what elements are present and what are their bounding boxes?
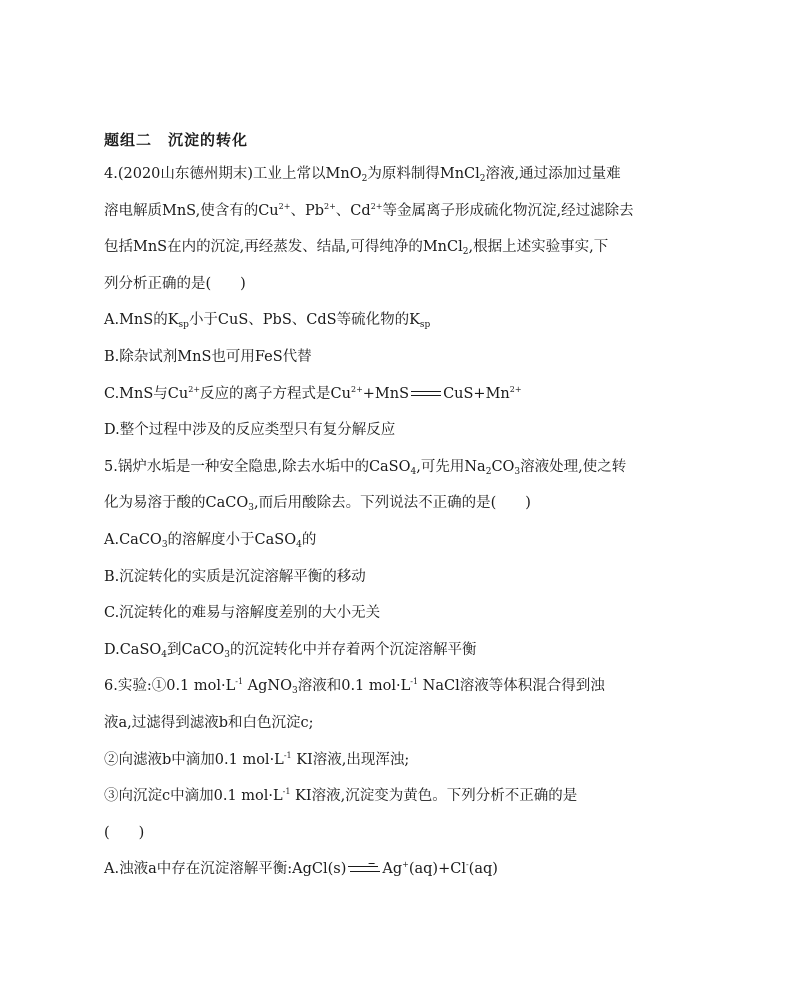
text-run: ,可先用Na xyxy=(416,458,486,475)
text-run: 的溶解度小于CaSO xyxy=(167,531,297,548)
text-run: +MnS xyxy=(362,385,410,402)
q5-line-2 xyxy=(104,485,704,522)
text-run: 2 xyxy=(361,174,368,184)
text-run: Ag xyxy=(382,861,403,878)
text-run: -1 xyxy=(283,750,292,760)
text-run: D.CaSO xyxy=(104,641,162,658)
text-run: KI溶液,沉淀变为黄色。下列分析不正确的是 xyxy=(290,788,578,805)
text-run: 2 xyxy=(485,466,492,477)
q4-option-d[interactable]: D.整个过程中涉及的反应类型只有复分解反应 xyxy=(104,422,396,439)
text-run: 溶液,通过添加过量难 xyxy=(485,166,621,182)
text-run: 4 xyxy=(410,466,417,477)
text-run: -1 xyxy=(410,677,419,687)
text-run: CuS+Mn xyxy=(443,385,510,402)
text-run: - xyxy=(465,860,469,870)
text-run: 溶电解质MnS,使含有的Cu xyxy=(104,202,279,219)
text-run: + xyxy=(402,860,409,870)
text-run: -1 xyxy=(282,787,291,797)
text-run: 到CaCO xyxy=(167,641,225,658)
text-run: 3 xyxy=(224,649,230,660)
text-run: 、Pb xyxy=(290,202,324,219)
q6-line-3 xyxy=(104,742,704,779)
text-run: 2 xyxy=(462,247,469,258)
text-run: 6.实验:①0.1 mol·L xyxy=(104,678,236,695)
text-run: 4 xyxy=(161,649,168,660)
text-run: (aq) xyxy=(468,861,498,878)
text-run: 2+ xyxy=(509,384,522,394)
text-run: CO xyxy=(491,458,515,475)
text-run: 3 xyxy=(291,686,298,697)
q4-option-a[interactable] xyxy=(104,302,704,339)
q6-option-a[interactable] xyxy=(104,851,704,888)
text-run: 5.锅炉水垢是一种安全隐患,除去水垢中的CaSO xyxy=(104,458,411,475)
text-run: 4 xyxy=(296,539,302,550)
q4-option-b[interactable]: B.除杂试剂MnS也可用FeS代替 xyxy=(104,348,312,365)
text-run: ②向滤液b中滴加0.1 mol·L xyxy=(104,751,284,768)
q5-option-c[interactable]: C.沉淀转化的难易与溶解度差别的大小无关 xyxy=(104,605,381,622)
text-run: A.CaCO xyxy=(104,531,162,548)
text-run: ③向沉淀c中滴加0.1 mol·L xyxy=(104,788,283,805)
q4-option-c[interactable] xyxy=(104,376,704,413)
q5-option-d[interactable] xyxy=(104,632,704,669)
q4-line-4: 列分析正确的是( ) xyxy=(104,275,246,292)
text-run: 2+ xyxy=(188,384,201,394)
q6-line-2: 液a,过滤得到滤液b和白色沉淀c; xyxy=(104,714,314,731)
text-run: 化为易溶于酸的CaCO xyxy=(104,495,249,512)
text-run: 反应的离子方程式是Cu xyxy=(200,385,351,402)
text-run: 3 xyxy=(248,503,254,514)
text-run: 包括MnS在内的沉淀,再经蒸发、结晶,可得纯净的MnCl xyxy=(104,239,463,256)
text-run: 的沉淀转化中并存着两个沉淀溶解平衡 xyxy=(229,641,477,658)
text-run: 3 xyxy=(161,539,168,550)
heading-title: 沉淀的转化 xyxy=(168,131,249,149)
q4-line-1 xyxy=(104,156,704,193)
text-run: A.MnS的K xyxy=(104,312,179,329)
text-run: AgNO xyxy=(243,678,292,695)
text-run: 、Cd xyxy=(335,202,371,219)
q6-line-5: ( ) xyxy=(104,824,145,841)
text-run: ,根据上述实验事实,下 xyxy=(468,239,609,256)
text-run: NaCl溶液等体积混合得到浊 xyxy=(418,678,605,695)
text-run: A.浊液a中存在沉淀溶解平衡:AgCl(s) xyxy=(104,861,347,878)
reversible-arrow-icon xyxy=(348,864,380,874)
text-run: C.MnS与Cu xyxy=(104,385,189,402)
text-run: KI溶液,出现浑浊; xyxy=(291,751,410,768)
text-run: (aq)+Cl xyxy=(408,861,466,878)
text-run: sp xyxy=(419,320,431,331)
text-run: sp xyxy=(178,320,189,331)
text-run: 的 xyxy=(301,531,317,548)
text-run: 2+ xyxy=(278,201,291,211)
text-run: 等金属离子形成硫化物沉淀,经过滤除去 xyxy=(382,202,634,219)
q4-line-3 xyxy=(104,229,704,266)
equals-sign-icon xyxy=(411,390,441,398)
text-run: 4.(2020山东德州期末)工业上常以MnO xyxy=(104,166,362,182)
section-heading xyxy=(104,124,704,156)
text-run: 2+ xyxy=(370,201,383,211)
q6-line-1 xyxy=(104,668,704,705)
text-run: 3 xyxy=(514,466,521,477)
text-run: -1 xyxy=(235,677,244,687)
q5-line-1 xyxy=(104,449,704,486)
text-run: 小于CuS、PbS、CdS等硫化物的K xyxy=(188,312,420,329)
text-run: 为原料制得MnCl xyxy=(367,166,480,182)
text-run: 2+ xyxy=(350,384,363,394)
text-run: 溶液和0.1 mol·L xyxy=(297,678,411,695)
q5-option-a[interactable] xyxy=(104,522,704,559)
worksheet-page xyxy=(104,124,704,888)
heading-label: 题组二 xyxy=(104,131,153,149)
q4-line-2 xyxy=(104,193,704,230)
q5-option-b[interactable]: B.沉淀转化的实质是沉淀溶解平衡的移动 xyxy=(104,568,366,585)
q6-line-4 xyxy=(104,778,704,815)
text-run: ,而后用酸除去。下列说法不正确的是( ) xyxy=(253,495,531,512)
text-run: 2+ xyxy=(324,201,336,211)
text-run: 溶液处理,使之转 xyxy=(520,458,627,475)
text-run: 2 xyxy=(479,174,486,184)
